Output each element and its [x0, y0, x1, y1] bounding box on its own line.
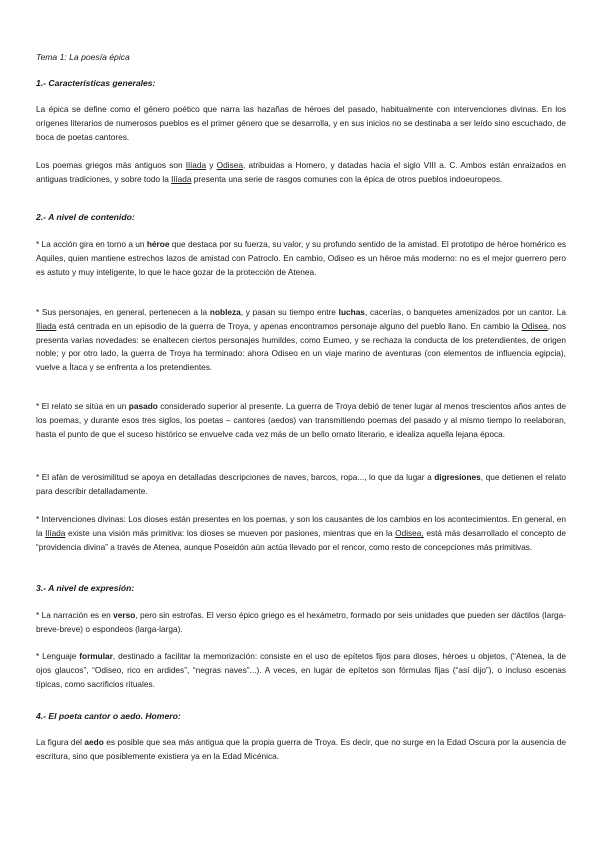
paragraph-1-1: La épica se define como el género poético que narra las hazañas de héroes del pasado, habitualmente con intervenciones divinas. En los orígenes literarios de numerosos pueblos es el primer género que se desarrolla, y en sus inicios no se destinaba a ser leído sino escuchado, de boca de poetas cantores. [36, 104, 566, 142]
paragraph-2-3: * El relato se sitúa en un pasado considerado superior al presente. La guerra de Troya debió de tener lugar al menos trescientos años antes de los poemas, y durante esos tres siglos, los poetas – cantores (aedos) van transmitiendo poemas del pasado y al mismo tiempo lo reelaboran, hasta el punto de que el suceso histórico se envuelve cada vez más de un bello ornato literario, e idealiza aquella lejana época. [36, 401, 566, 439]
section-heading-3: 3.- A nivel de expresión: [36, 583, 135, 593]
document-title: Tema 1: La poesía épica [36, 52, 130, 62]
iliada-title: Ilíada [45, 527, 66, 538]
paragraph-2-2: * Sus personajes, en general, pertenecen a la nobleza, y pasan su tiempo entre luchas, cacerías, o banquetes amenizados por un cantor. La Ilíada está centrada en un episodio de la guerra de Troya, y apenas encontramos personaje alguno del pueblo llano. En cambio la Odisea, nos presenta varias novedades: se enaltecen ciertos personajes humildes, como Eumeo, y se rechaza la conducta de los pretendientes, de origen noble; y por otro lado, la guerra de Troya ha terminado: ahora Odiseo en un viaje marino de aventuras (con elementos de influencia egipcia), vuelve a Ítaca y se enfrenta a los pretendientes. [36, 307, 567, 373]
section-heading-2: 2.- A nivel de contenido: [36, 212, 135, 222]
paragraph-2-4: * El afán de verosimilitud se apoya en detalladas descripciones de naves, barcos, ropa..., lo que da lugar a digresiones, que detienen el relato para describir detalladamente. [36, 472, 567, 496]
paragraph-4-1: La figura del aedo es posible que sea más antigua que la propia guerra de Troya. Es decir, que no surge en la Edad Oscura por la ausencia de escritura, sino que posiblemente existiera ya en la Edad Micénica. [36, 737, 566, 761]
iliada-title: Ilíada [185, 160, 207, 170]
paragraph-2-1: * La acción gira en torno a un héroe que destaca por su fuerza, su valor, y su profundo sentido de la amistad. El prototipo de héroe homérico es Aquiles, quien mantiene estrechos lazos de amistad con Patroclo. En cambio, Odiseo es un héroe más moderno: no es el mejor guerrero pero es astuto y muy inteligente, lo que le hace gozar de la protección de Atenea. [36, 239, 567, 277]
odisea-title: Odisea [521, 320, 548, 331]
paragraph-3-1: * La narración es en verso, pero sin estrofas. El verso épico griego es el hexámetro, formado por seis unidades que pueden ser dáctilos (larga-breve-breve) o espondeos (larga-larga). [36, 610, 566, 634]
odisea-title: Odisea, [395, 527, 424, 538]
paragraph-3-2: * Lenguaje formular, destinado a facilitar la memorización: consiste en el uso de epítetos fijos para dioses, héroes u objetos, (“Atenea, la de ojos glaucos”, “Odiseo, rico en ardides”, “negras naves”...). A veces, en lugar de epítetos son fórmulas fijas (“así dijo”), o incluso escenas típicas, como sacrificios rituales. [36, 651, 566, 689]
iliada-title: Ilíada [36, 320, 57, 331]
odisea-title: Odisea [216, 160, 243, 170]
section-heading-1: 1.- Características generales: [36, 78, 156, 88]
paragraph-1-2: Los poemas griegos más antiguos son Ilíada y Odisea, atribuidas a Homero, y datadas hacia el siglo VIII a. C. Ambos están enraizados en antiguas tradiciones, y sobre todo la Ilíada presenta una serie de rasgos comunes con la épica de otros pueblos indoeuropeos. [36, 160, 567, 184]
paragraph-2-5: * Intervenciones divinas: Los dioses están presentes en los poemas, y son los causantes de los cambios en los acontecimientos. En general, en la Ilíada existe una visión más primitiva: los dioses se mueven por pasiones, mientras que en la Odisea, está más desarrollado el concepto de “providencia divina” a través de Atenea, aunque Poseidón aún actúa llevado por el rencor, como resto de concepciones más primitivas. [36, 514, 566, 552]
iliada-title: Ilíada [171, 173, 192, 184]
section-heading-4: 4.- El poeta cantor o aedo. Homero: [36, 711, 181, 721]
